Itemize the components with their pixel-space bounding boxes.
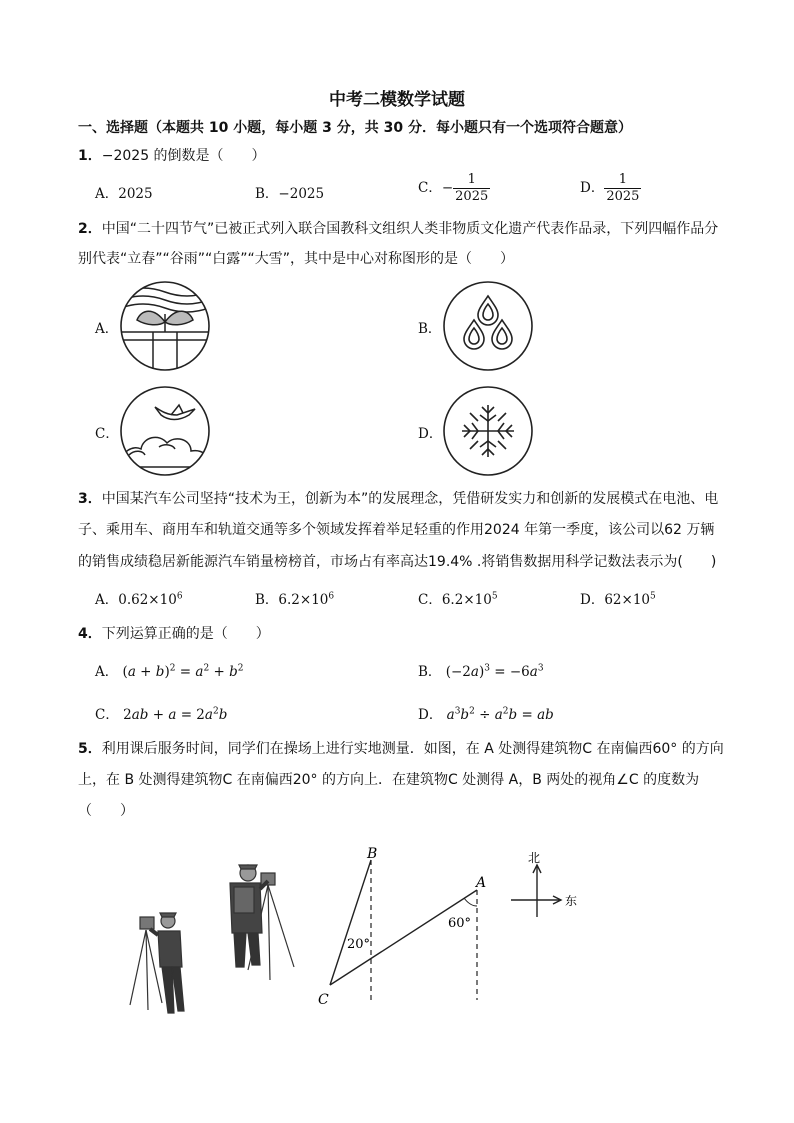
question-3-line3: 的销售成绩稳居新能源汽车销量榜榜首，市场占有率高达19.4% .将销售数据用科学记数法表示为( ) (78, 554, 717, 570)
question-2-line2: 别代表“立春”“谷雨”“白露”“大雪”，其中是中心对称图形的是（ ） (78, 251, 515, 267)
option-letter: A． (95, 592, 119, 608)
question-2 (78, 218, 718, 238)
question-5 (78, 738, 724, 758)
option-letter: D． (580, 180, 605, 196)
fraction (453, 172, 490, 205)
bird-clouds-icon[interactable] (119, 385, 211, 477)
math-expression: $a^3b^2 \div a^2b$ = ab (446, 706, 554, 723)
question-3 (78, 488, 718, 508)
question-text-line1: 利用课后服务时间，同学们在操场上进行实地测量．如图，在 A 处测得建筑物C 在南偏西60° 的方向 (101, 741, 724, 757)
option-b-label[interactable]: B． (418, 321, 442, 337)
fraction-denominator: 2025 (455, 189, 489, 204)
option-base: 6.2×10 (278, 592, 329, 608)
option-d-label[interactable]: D． (418, 426, 443, 442)
question-text-line1: 中国“二十四节气”已被正式列入联合国教科文组织人类非物质文化遗产代表作品录，下列四幅作品分 (101, 221, 719, 237)
point-a-label: A (476, 875, 487, 891)
option-letter: C． (418, 180, 442, 196)
option-letter: C． (418, 592, 442, 608)
option-exponent: 6 (176, 591, 183, 602)
question-number: 2． (78, 221, 102, 237)
fraction-numerator: 1 (467, 172, 476, 187)
angle-b-label: 20° (347, 937, 371, 952)
option-d[interactable] (580, 172, 641, 205)
option-a[interactable] (95, 660, 243, 680)
question-1 (78, 145, 266, 165)
spring-sprout-icon[interactable] (119, 280, 211, 372)
option-c[interactable] (95, 703, 227, 723)
option-letter: C． (95, 707, 119, 723)
option-letter: A． (95, 664, 119, 680)
question-5-line3: （ ） (78, 803, 134, 819)
question-text: −2025 的倒数是（ ） (101, 148, 266, 164)
option-letter: B． (255, 186, 279, 202)
snowflake-icon[interactable] (442, 385, 534, 477)
option-base: 62×10 (604, 592, 650, 608)
option-c[interactable] (418, 172, 490, 205)
surveyor-front (130, 913, 184, 1013)
option-c-label[interactable]: C． (95, 426, 119, 442)
option-exponent: 5 (650, 591, 656, 602)
math-expression: $(-2a)^3 = -6a^3$ (445, 663, 544, 680)
option-letter: D． (580, 592, 605, 608)
option-a[interactable] (95, 588, 183, 608)
option-c[interactable] (418, 588, 498, 608)
angle-a-label: 60° (448, 916, 472, 931)
option-exponent: 6 (328, 591, 335, 602)
north-label: 北 (528, 851, 541, 865)
option-d[interactable] (418, 703, 554, 723)
option-text: 2025 (118, 186, 153, 202)
fraction-sign: − (441, 180, 454, 196)
question-text: 下列运算正确的是（ ） (101, 626, 270, 642)
option-letter: B． (418, 664, 442, 680)
water-drops-icon[interactable] (442, 280, 534, 372)
math-expression: $2ab + a = 2a^2b$ (123, 706, 228, 723)
option-text: −2025 (278, 186, 325, 202)
question-3-line2: 子、乘用车、商用车和轨道交通等多个领域发挥着举足轻重的作用2024 年第一季度，该公司以62 万辆 (78, 522, 715, 538)
question-text-line1: 中国某汽车公司坚持“技术为王，创新为本”的发展理念，凭借研发实力和创新的发展模式在电池、电 (101, 491, 719, 507)
option-letter: B． (255, 592, 279, 608)
point-c-label: C (318, 992, 329, 1008)
option-a[interactable] (95, 182, 153, 202)
fraction-numerator: 1 (618, 172, 628, 187)
option-exponent: 5 (491, 591, 498, 602)
option-b[interactable] (255, 588, 334, 608)
option-a-label[interactable]: A． (95, 321, 119, 337)
option-letter: A． (95, 186, 119, 202)
option-letter: D． (418, 707, 443, 723)
option-d[interactable] (580, 588, 656, 608)
question-number: 3． (78, 491, 102, 507)
question-number: 4． (78, 626, 102, 642)
fraction-denominator: 2025 (606, 189, 640, 204)
option-b[interactable] (418, 660, 544, 680)
option-b[interactable] (255, 182, 324, 202)
surveyors-illustration (118, 855, 303, 1020)
question-5-line2: 上，在 B 处测得建筑物C 在南偏西20° 的方向上．在建筑物C 处测得 A，B 两处的视角∠C 的度数为 (78, 772, 700, 788)
page-title: 中考二模数学试题 (329, 90, 465, 110)
question-number: 1． (78, 148, 102, 164)
fraction (604, 172, 641, 205)
question-4 (78, 623, 270, 643)
surveyor-back (230, 865, 294, 980)
math-expression: $(a + b)^2 = a^2 + b^2$ (122, 663, 244, 680)
east-label: 东 (565, 894, 578, 908)
geometry-figure (310, 840, 510, 1020)
point-b-label: B (367, 846, 378, 862)
option-base: 6.2×10 (441, 592, 492, 608)
option-base: 0.62×10 (118, 592, 177, 608)
compass-icon (505, 845, 595, 925)
question-number: 5． (78, 741, 102, 757)
section-heading: 一、选择题（本题共 10 小题，每小题 3 分，共 30 分．每小题只有一个选项符合题意） (78, 120, 632, 136)
